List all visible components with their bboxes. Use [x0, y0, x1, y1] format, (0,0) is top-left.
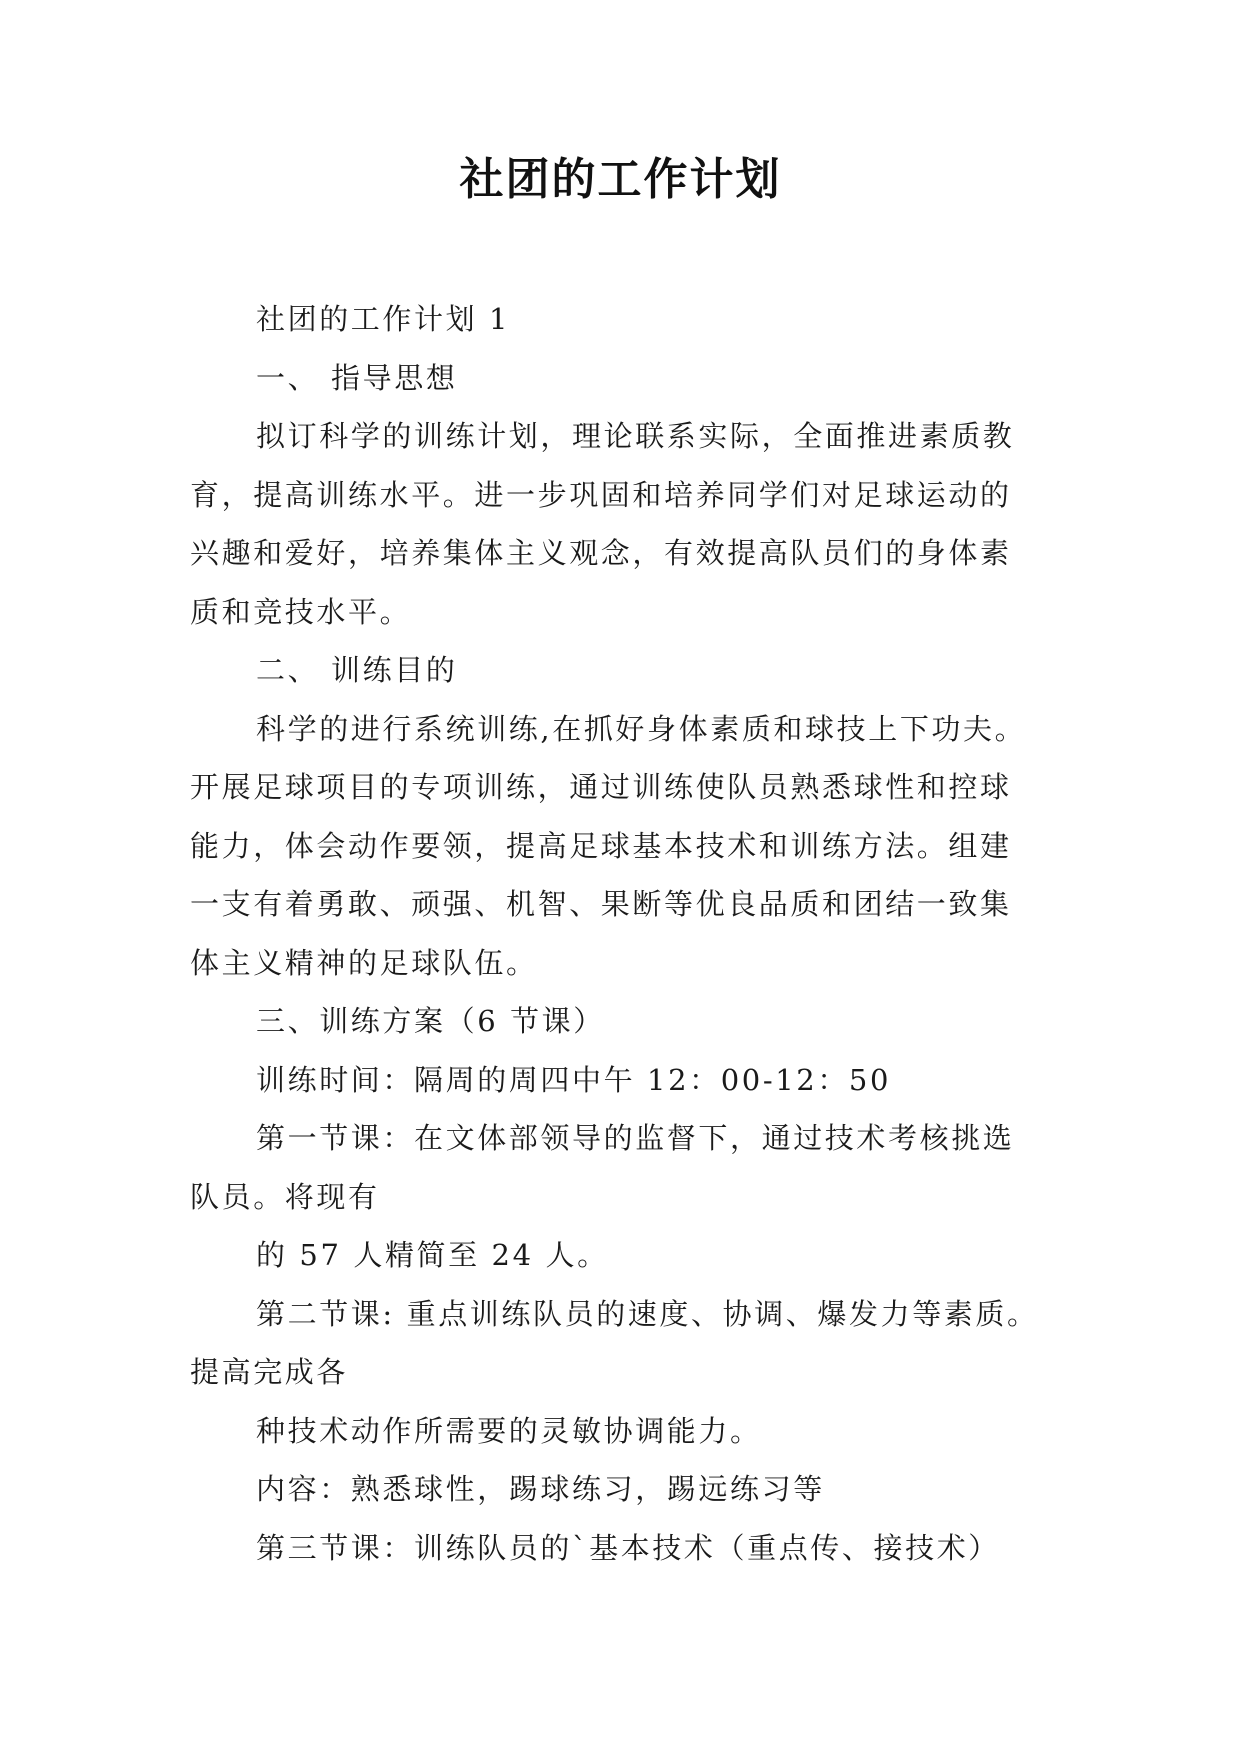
text-line: 内容：熟悉球性，踢球练习，踢远练习等	[256, 1472, 825, 1506]
text-line: 育，提高训练水平。进一步巩固和培养同学们对足球运动的	[190, 477, 1012, 512]
text-line: 科学的进行系统训练,在抓好身体素质和球技上下功夫。	[256, 711, 1027, 746]
paragraph-lesson-3	[190, 1519, 1050, 1578]
document-body	[190, 290, 1050, 1577]
paragraph-heading-1	[190, 349, 1050, 408]
text-line: 提高完成各	[190, 1355, 349, 1389]
paragraph-time	[190, 1051, 1050, 1110]
paragraph-body-1	[190, 407, 1050, 641]
text-line: 拟订科学的训练计划，理论联系实际，全面推进素质教	[256, 419, 1015, 453]
text-line: 种技术动作所需要的灵敏协调能力。	[256, 1413, 762, 1448]
text-line: 一支有着勇敢、顽强、机智、果断等优良品质和团结一致集	[190, 887, 1012, 921]
text-line: 能力，体会动作要领，提高足球基本技术和训练方法。组建	[190, 828, 1012, 863]
text-line: 三、训练方案（6 节课）	[256, 1004, 605, 1038]
paragraph-heading-2	[190, 641, 1050, 700]
text-line: 第一节课：在文体部领导的监督下，通过技术考核挑选	[256, 1121, 1015, 1155]
text-line: 第三节课：训练队员的`基本技术（重点传、接技术）	[256, 1530, 1000, 1565]
text-line: 训练时间：隔周的周四中午 12：00-12：50	[256, 1062, 892, 1097]
text-line: 体主义精神的足球队伍。	[190, 945, 538, 980]
text-line: 第二节课: 重点训练队员的速度、协调、爆发力等素质。	[256, 1296, 1039, 1331]
text-line: 一、 指导思想	[256, 360, 458, 395]
document-title: 社团的工作计划	[459, 154, 782, 205]
paragraph-heading-3	[190, 992, 1050, 1051]
text-line: 兴趣和爱好，培养集体主义观念，有效提高队员们的身体素	[190, 536, 1012, 570]
text-line: 的 57 人精简至 24 人。	[256, 1238, 609, 1272]
paragraph-lesson-1-cont	[190, 1226, 1050, 1285]
paragraph-subtitle	[190, 290, 1050, 349]
paragraph-body-2	[190, 700, 1050, 993]
text-line: 开展足球项目的专项训练，通过训练使队员熟悉球性和控球	[190, 770, 1012, 804]
paragraph-lesson-2-cont	[190, 1402, 1050, 1461]
text-line: 质和竞技水平。	[190, 594, 412, 629]
text-line: 社团的工作计划 1	[256, 302, 511, 336]
paragraph-lesson-1	[190, 1109, 1050, 1226]
text-line: 队员。将现有	[190, 1179, 380, 1214]
text-line: 二、 训练目的	[256, 653, 458, 687]
paragraph-content	[190, 1460, 1050, 1519]
paragraph-lesson-2	[190, 1285, 1050, 1402]
